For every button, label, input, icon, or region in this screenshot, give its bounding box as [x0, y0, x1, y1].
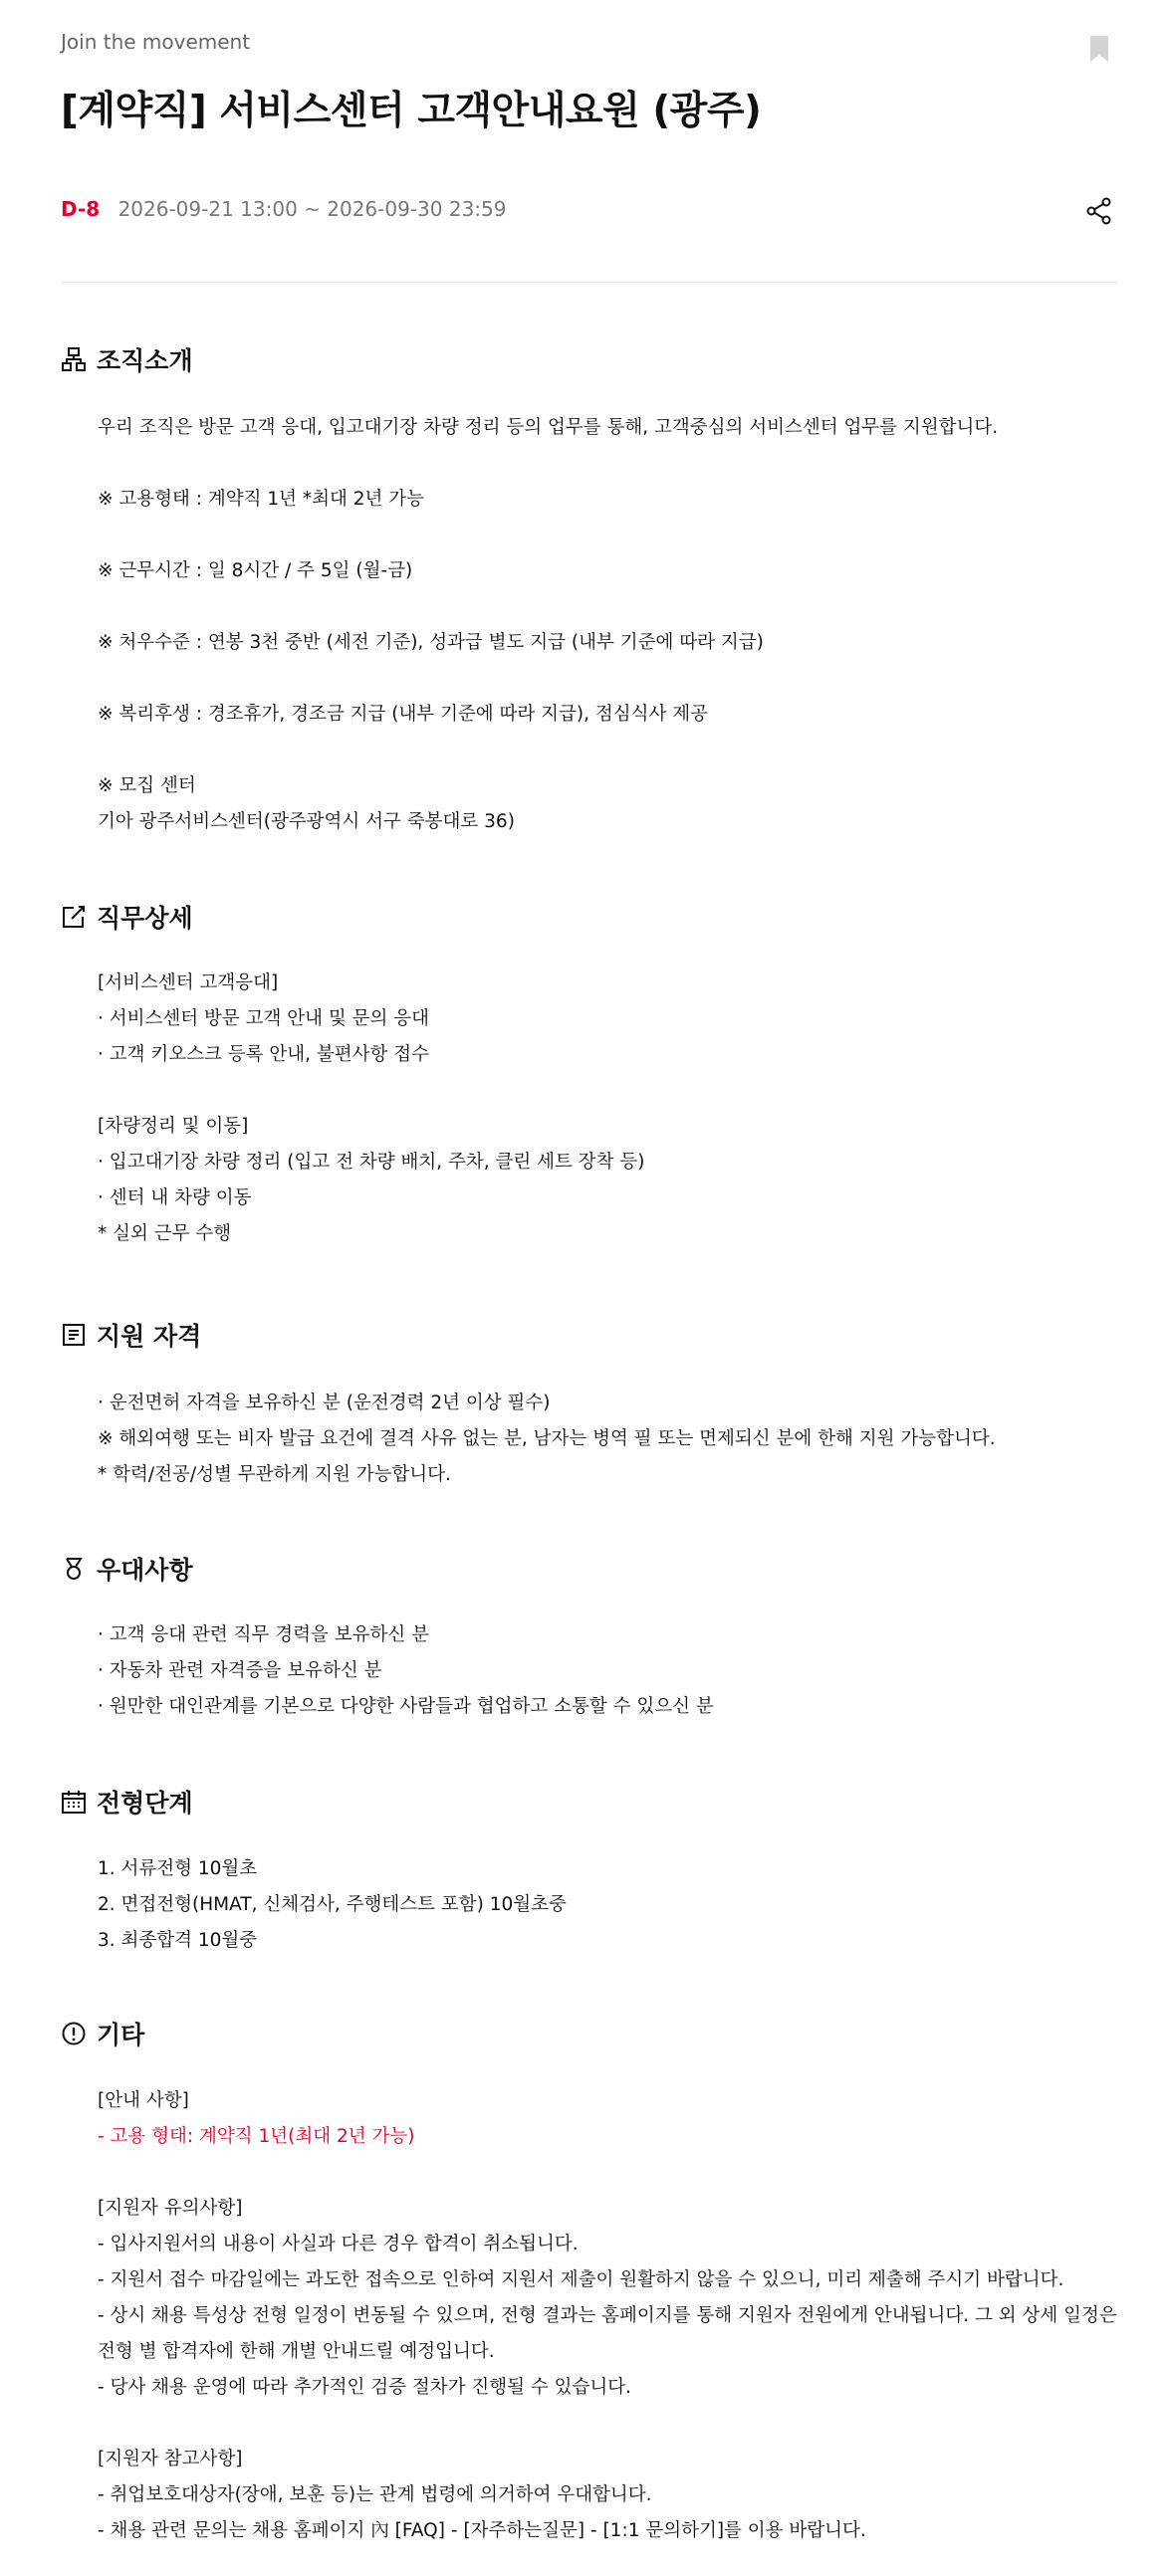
body-line: * 학력/전공/성별 무관하게 지원 가능합니다. [98, 1464, 451, 1485]
body-line: · 센터 내 차량 이동 [98, 1187, 252, 1208]
body-line: - 취업보호대상자(장애, 보훈 등)는 관계 법령에 의거하여 우대합니다. [98, 2484, 652, 2505]
body-line: · 고객 응대 관련 직무 경력을 보유하신 분 [98, 1624, 429, 1645]
body-line: ※ 해외여행 또는 비자 발급 요건에 결격 사유 없는 분, 남자는 병역 필 또는 면제되신 분에 한해 지원 가능합니다. [98, 1428, 996, 1449]
body-line: 3. 최종합격 10월중 [98, 1930, 258, 1951]
bookmark-icon[interactable] [1090, 36, 1108, 62]
body-line: 전형 별 합격자에 한해 개별 안내드릴 예정입니다. [98, 2341, 495, 2362]
info-icon [61, 2021, 87, 2046]
body-line: · 서비스센터 방문 고객 안내 및 문의 응대 [98, 1008, 429, 1029]
section-process-header [61, 1784, 193, 1820]
section-pref-body [98, 1617, 714, 1725]
section-etc-body [98, 2083, 1117, 2549]
org-chart-icon [61, 346, 87, 372]
kicker-text: Join the movement [61, 30, 251, 54]
section-qual-body [98, 1386, 996, 1493]
edit-icon [61, 904, 87, 930]
section-title: 전형단계 [97, 1789, 193, 1818]
body-line: · 원만한 대인관계를 기본으로 다양한 사람들과 협업하고 소통할 수 있으신 분 [98, 1696, 714, 1717]
caution-heading: [지원자 유의사항] [98, 2198, 243, 2219]
period-row [61, 197, 506, 221]
body-line: 2. 면접전형(HMAT, 신체검사, 주행테스트 포함) 10월초중 [98, 1894, 567, 1915]
body-line: - 상시 채용 특성상 전형 일정이 변동될 수 있으며, 전형 결과는 홈페이지를 통해 지원자 전원에게 안내됩니다. 그 외 상세 일정은 [98, 2305, 1117, 2326]
notice-highlight: - 고용 형태: 계약직 1년(최대 2년 가능) [98, 2126, 415, 2147]
notice-heading: [안내 사항] [98, 2090, 189, 2111]
section-org-body [98, 410, 998, 840]
dday-badge: D-8 [61, 197, 101, 221]
share-icon[interactable] [1086, 197, 1112, 225]
application-period: 2026-09-21 13:00 ~ 2026-09-30 23:59 [117, 197, 507, 221]
body-line [98, 518, 998, 553]
body-line: * 실외 근무 수행 [98, 1223, 232, 1244]
body-line: · 고객 키오스크 등록 안내, 불편사항 접수 [98, 1044, 429, 1065]
section-process-body [98, 1851, 567, 1959]
spacer [98, 2155, 1117, 2191]
body-line: - 입사지원서의 내용이 사실과 다른 경우 합격이 취소됩니다. [98, 2234, 579, 2254]
section-title: 우대사항 [97, 1556, 193, 1585]
section-org-header [61, 341, 193, 377]
body-line: · 입고대기장 차량 정리 (입고 전 차량 배치, 주차, 클린 세트 장착 등) [98, 1152, 645, 1173]
section-title: 지원 자격 [97, 1322, 202, 1351]
section-job-header [61, 899, 193, 935]
body-line: · 운전면허 자격을 보유하신 분 (운전경력 2년 이상 필수) [98, 1393, 551, 1413]
body-line: [서비스센터 고객응대] [98, 972, 279, 993]
section-title: 조직소개 [97, 346, 193, 375]
body-line [98, 446, 998, 482]
body-line [98, 1073, 644, 1109]
section-etc-header [61, 2016, 144, 2051]
body-line: - 당사 채용 운영에 따라 추가적인 검증 절차가 진행될 수 있습니다. [98, 2377, 632, 2398]
section-title: 직무상세 [97, 904, 193, 933]
body-line: ※ 근무시간 : 일 8시간 / 주 5일 (월-금) [98, 560, 413, 581]
body-line: 1. 서류전형 10월초 [98, 1858, 258, 1879]
body-line: 우리 조직은 방문 고객 응대, 입고대기장 차량 정리 등의 업무를 통해, 고객중심의 서비스센터 업무를 지원합니다. [98, 417, 999, 438]
body-line: [차량정리 및 이동] [98, 1116, 249, 1137]
body-line: ※ 복리후생 : 경조휴가, 경조금 지급 (내부 기준에 따라 지급), 점심식사 제공 [98, 704, 709, 725]
spacer [98, 2406, 1117, 2442]
document-icon [61, 1322, 87, 1348]
body-line: · 자동차 관련 자격증을 보유하신 분 [98, 1660, 382, 1681]
body-line: ※ 고용형태 : 계약직 1년 *최대 2년 가능 [98, 489, 425, 510]
calendar-icon [61, 1789, 87, 1815]
medal-icon [61, 1556, 87, 1582]
section-title: 기타 [97, 2021, 145, 2049]
body-line [98, 661, 998, 697]
section-qual-header [61, 1317, 201, 1353]
header-divider [61, 282, 1118, 283]
section-pref-header [61, 1551, 193, 1587]
body-line: ※ 모집 센터 [98, 775, 196, 796]
body-line [98, 733, 998, 768]
reference-heading: [지원자 참고사항] [98, 2449, 243, 2469]
body-line: - 채용 관련 문의는 채용 홈페이지 內 [FAQ] - [자주하는질문] - [1:1 문의하기]를 이용 바랍니다. [98, 2520, 866, 2541]
body-line [98, 589, 998, 625]
page-title: [계약직] 서비스센터 고객안내요원 (광주) [61, 89, 762, 133]
body-line: ※ 처우수준 : 연봉 3천 중반 (세전 기준), 성과급 별도 지급 (내부 기준에 따라 지급) [98, 632, 764, 653]
section-job-body [98, 966, 644, 1252]
body-line: 기아 광주서비스센터(광주광역시 서구 죽봉대로 36) [98, 811, 515, 832]
body-line: - 지원서 접수 마감일에는 과도한 접속으로 인하여 지원서 제출이 원활하지 않을 수 있으니, 미리 제출해 주시기 바랍니다. [98, 2269, 1064, 2290]
